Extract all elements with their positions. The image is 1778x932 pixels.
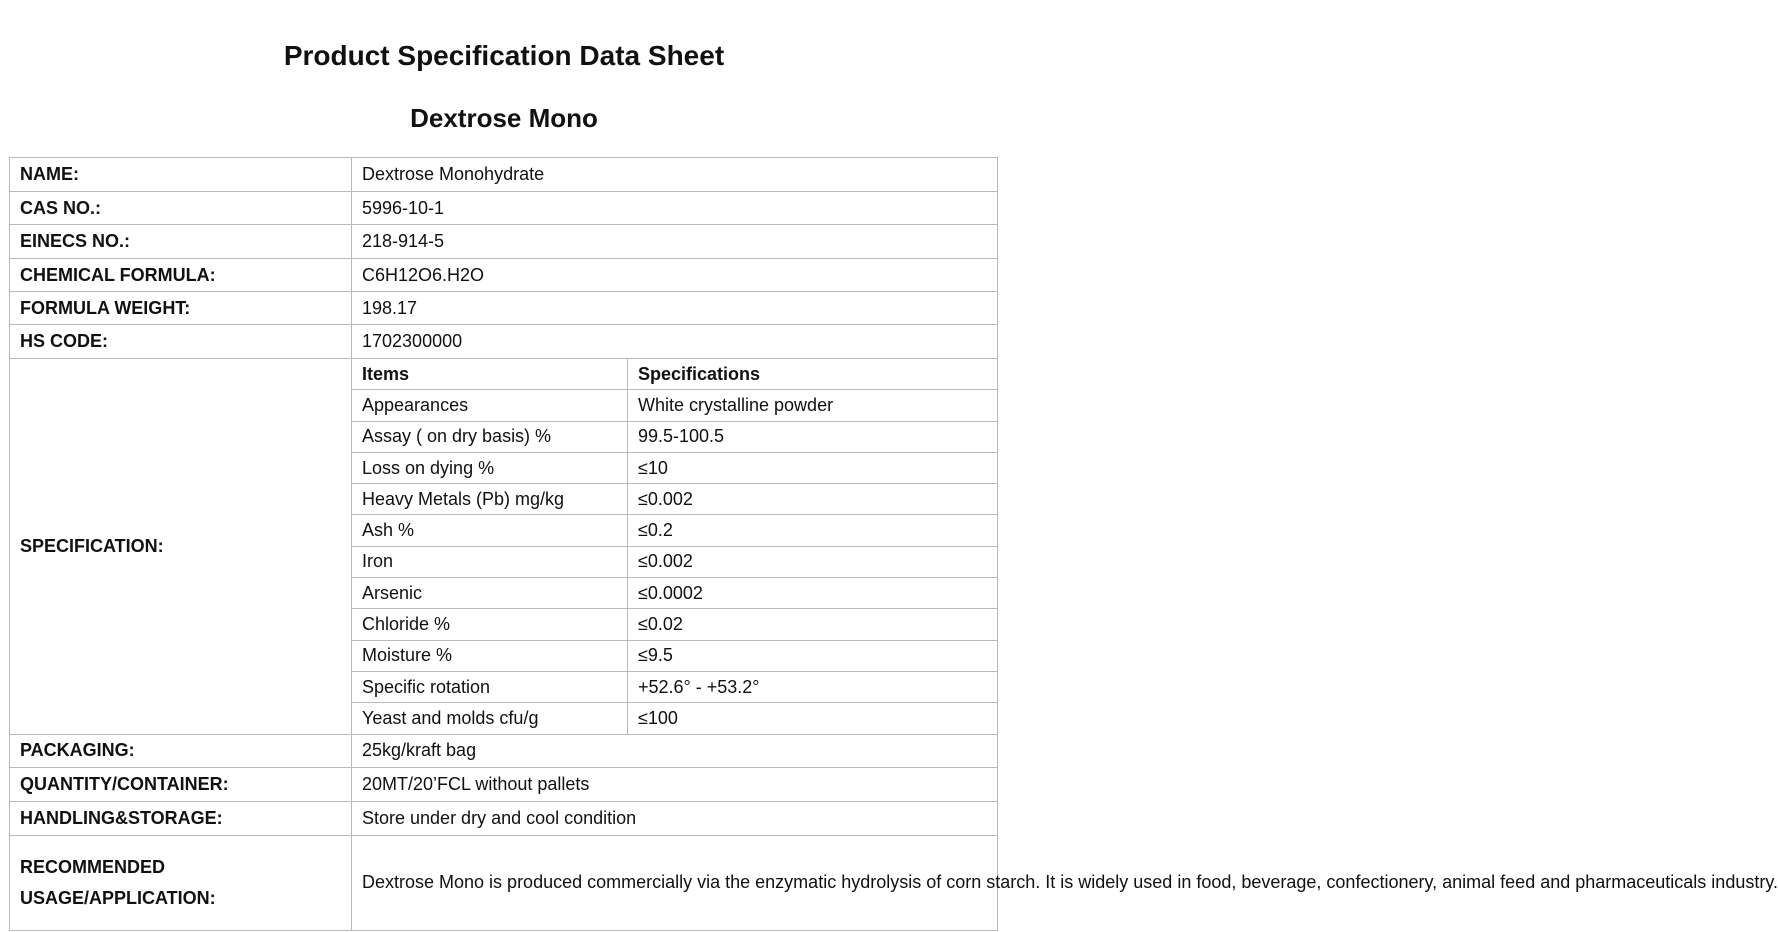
weight-label: FORMULA WEIGHT: [10,292,352,325]
spec-item: Arsenic [352,578,628,609]
table-row-usage [10,835,998,930]
spec-row [352,609,997,640]
quantity-value: 20MT/20’FCL without pallets [352,767,998,801]
spec-row [352,421,997,452]
table-row-specification [10,359,998,735]
spec-header-specifications: Specifications [628,359,998,390]
spec-row [352,515,997,546]
spec-value: ≤9.5 [628,640,998,671]
table-row-formula [10,259,998,292]
weight-value: 198.17 [352,292,998,325]
cas-value: 5996-10-1 [352,192,998,225]
cas-label: CAS NO.: [10,192,352,225]
spec-item: Loss on dying % [352,452,628,483]
spec-item: Iron [352,546,628,577]
table-row-quantity [10,767,998,801]
table-row-einecs [10,225,998,259]
spec-value: ≤0.002 [628,546,998,577]
spec-item: Chloride % [352,609,628,640]
spec-row [352,390,997,421]
table-row-hs [10,325,998,359]
spec-sheet-table [9,157,1778,931]
handling-label: HANDLING&STORAGE: [10,801,352,835]
spec-row [352,671,997,702]
spec-value: +52.6° - +53.2° [628,671,998,702]
spec-value: ≤10 [628,452,998,483]
table-row-name [10,158,998,192]
spec-item: Moisture % [352,640,628,671]
handling-value: Store under dry and cool condition [352,801,998,835]
spec-item: Ash % [352,515,628,546]
spec-value: ≤0.2 [628,515,998,546]
spec-value: ≤0.002 [628,484,998,515]
spec-value: ≤0.0002 [628,578,998,609]
spec-item: Specific rotation [352,671,628,702]
spec-item: Yeast and molds cfu/g [352,703,628,734]
spec-row [352,703,997,734]
spec-item: Appearances [352,390,628,421]
quantity-label: QUANTITY/CONTAINER: [10,767,352,801]
hs-label: HS CODE: [10,325,352,359]
spec-row [352,578,997,609]
name-value: Dextrose Monohydrate [352,158,998,192]
usage-label [10,835,352,930]
spec-row [352,640,997,671]
packaging-label: PACKAGING: [10,734,352,767]
table-row-cas [10,192,998,225]
spec-row [352,484,997,515]
usage-value: Dextrose Mono is produced commercially via the enzymatic hydrolysis of corn starch. It is widely used in food, beverage, confectionery, animal feed and pharmaceuticals industry. [352,835,998,930]
table-row-packaging [10,734,998,767]
specification-label: SPECIFICATION: [10,359,352,735]
spec-value: 99.5-100.5 [628,421,998,452]
formula-value: C6H12O6.H2O [352,259,998,292]
spec-header-row [352,359,997,390]
spec-row [352,452,997,483]
formula-label: CHEMICAL FORMULA: [10,259,352,292]
spec-value: ≤0.02 [628,609,998,640]
spec-item: Assay ( on dry basis) % [352,421,628,452]
spec-value: ≤100 [638,707,678,728]
spec-value: White crystalline powder [628,390,998,421]
spec-item: Heavy Metals (Pb) mg/kg [352,484,628,515]
packaging-value: 25kg/kraft bag [352,734,998,767]
name-label: NAME: [10,158,352,192]
table-row-handling [10,801,998,835]
page-title: Product Specification Data Sheet [283,40,725,71]
usage-label-line1: RECOMMENDED [20,856,166,877]
spec-header-items: Items [352,359,628,390]
usage-label-line2: USAGE/APPLICATION: [20,887,216,908]
einecs-value: 218-914-5 [352,225,998,259]
specification-table [352,359,997,734]
product-subtitle: Dextrose Mono [410,103,598,133]
table-row-weight [10,292,998,325]
hs-value: 1702300000 [352,325,998,359]
specification-cell [352,359,998,735]
einecs-label: EINECS NO.: [10,225,352,259]
spec-row [352,546,997,577]
